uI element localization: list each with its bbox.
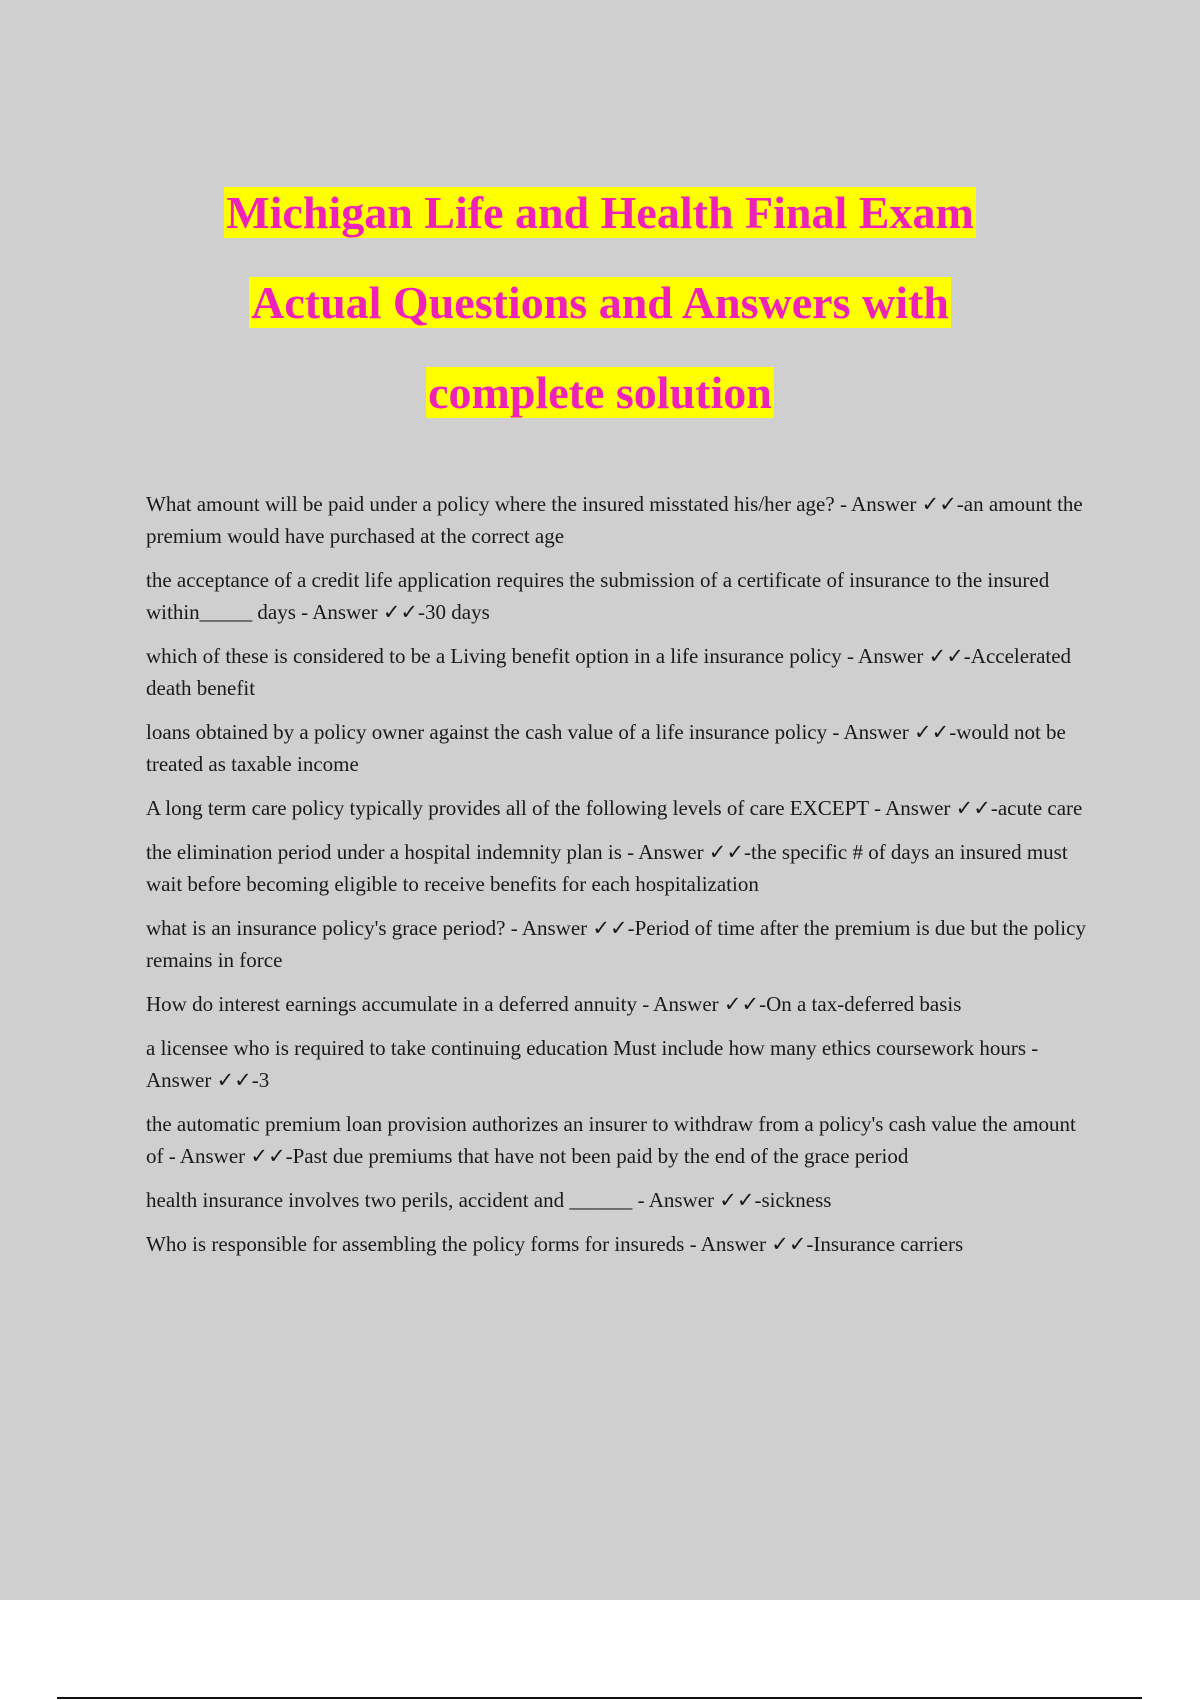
qa-item-10: the automatic premium loan provision authorizes an insurer to withdraw from a policy's cash value the amount of - Answer ✓✓-Past due premiums that have not been paid by the end of the grace period [146, 1112, 1076, 1168]
qa-list [146, 488, 1096, 1272]
qa-item-6: the elimination period under a hospital indemnity plan is - Answer ✓✓-the specific # of days an insured must wait before becoming eligible to receive benefits for each hospitalization [146, 840, 1068, 896]
title-line-2-text: Actual Questions and Answers with [251, 277, 949, 328]
qa-item-11: health insurance involves two perils, accident and ______ - Answer ✓✓-sickness [146, 1188, 832, 1212]
bottom-divider [57, 1697, 1142, 1699]
qa-item-4: loans obtained by a policy owner against the cash value of a life insurance policy - Answer ✓✓-would not be treated as taxable income [146, 720, 1066, 776]
title-line-3 [0, 348, 1200, 438]
qa-item-3: which of these is considered to be a Living benefit option in a life insurance policy - Answer ✓✓-Accelerated death benefit [146, 644, 1072, 700]
document-title [0, 168, 1200, 438]
qa-item-2: the acceptance of a credit life application requires the submission of a certificate of insurance to the insured within_____ days - Answer ✓✓-30 days [146, 568, 1050, 624]
title-line-2 [0, 258, 1200, 348]
qa-item-1: What amount will be paid under a policy where the insured misstated his/her age? - Answer ✓✓-an amount the premium would have purchased at the correct age [146, 492, 1083, 548]
qa-item-7: what is an insurance policy's grace period? - Answer ✓✓-Period of time after the premium is due but the policy remains in force [146, 916, 1086, 972]
qa-item-12: Who is responsible for assembling the policy forms for insureds - Answer ✓✓-Insurance carriers [146, 1232, 964, 1256]
qa-item-5: A long term care policy typically provides all of the following levels of care EXCEPT - Answer ✓✓-acute care [146, 796, 1083, 820]
qa-item-9: a licensee who is required to take continuing education Must include how many ethics coursework hours - Answer ✓✓-3 [146, 1036, 1039, 1092]
title-line-1-text: Michigan Life and Health Final Exam [226, 187, 974, 238]
title-line-3-text: complete solution [428, 367, 772, 418]
title-line-1 [0, 168, 1200, 258]
qa-item-8: How do interest earnings accumulate in a deferred annuity - Answer ✓✓-On a tax-deferred basis [146, 992, 962, 1016]
